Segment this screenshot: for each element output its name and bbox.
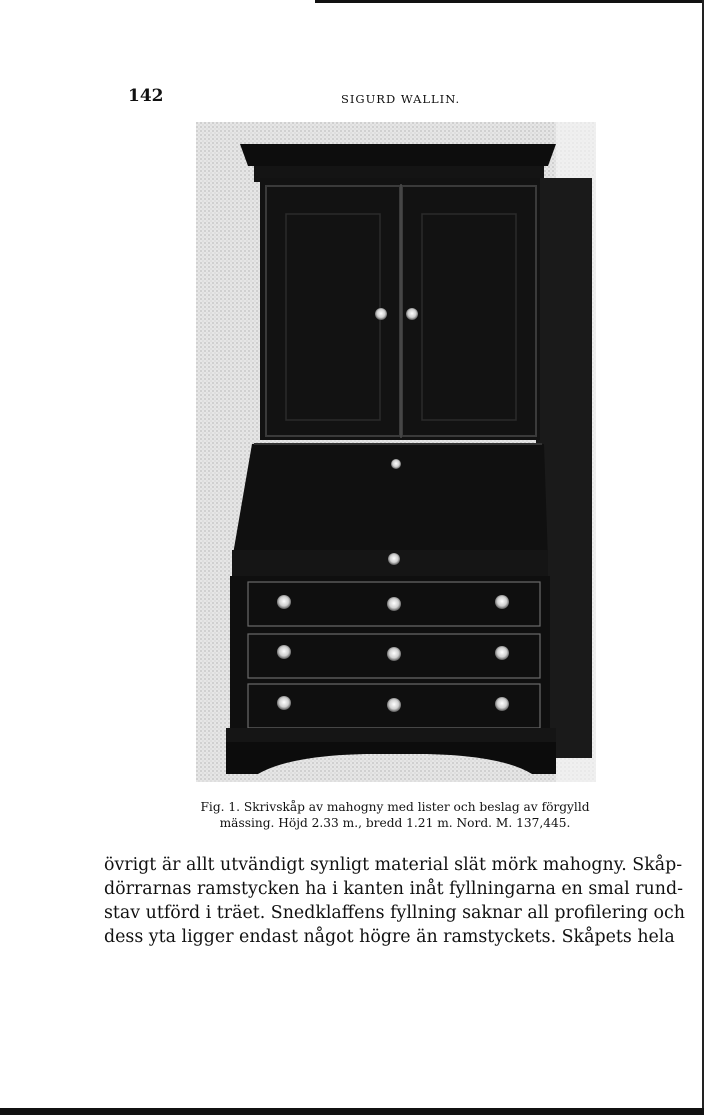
running-title: SIGURD WALLIN. <box>341 92 461 106</box>
body-text-line: övrigt är allt utvändigt synligt material slät mörk mahogny. Skåp- <box>104 855 683 875</box>
cabinet-illustration <box>196 122 596 782</box>
door-knob-right <box>406 308 418 320</box>
figure-caption-line-1: Fig. 1. Skrivskåp av mahogny med lister och beslag av förgylld <box>200 800 590 814</box>
desk-lock-escutcheon <box>391 459 401 469</box>
cabinet-base <box>226 728 556 742</box>
top-border-rule <box>315 0 704 3</box>
door-knob-left <box>375 308 387 320</box>
body-text-line: stav utförd i träet. Snedklaffens fyllning saknar all profilering och <box>104 903 685 923</box>
slant-front-desk <box>232 444 548 560</box>
figure-photo-writing-cabinet <box>196 122 596 782</box>
body-text-line: dess yta ligger endast något högre än ramstyckets. Skåpets hela <box>104 927 675 947</box>
figure-caption-line-2: mässing. Höjd 2.33 m., bredd 1.21 m. Nord. M. 137,445. <box>219 816 571 830</box>
page-number: 142 <box>128 86 164 106</box>
bottom-border-rule <box>0 1108 704 1115</box>
body-text-line: dörrarnas ramstycken ha i kanten inåt fyllningarna en smal rund- <box>104 879 683 899</box>
cabinet-cornice <box>240 144 556 166</box>
